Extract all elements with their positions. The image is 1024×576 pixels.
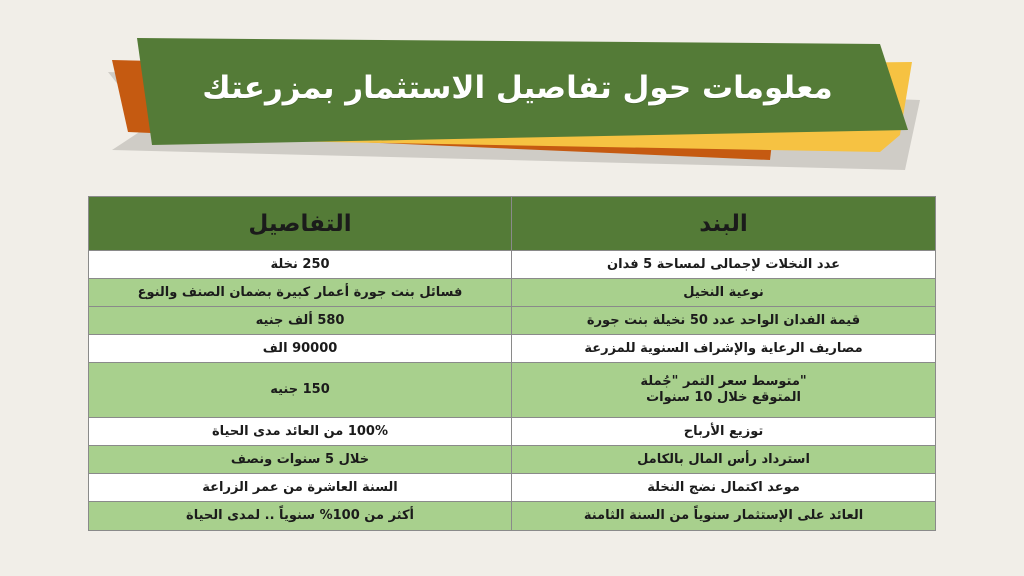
row-details: 580 ألف جنيه xyxy=(89,307,512,334)
row-details: خلال 5 سنوات ونصف xyxy=(89,446,512,473)
row-item: عدد النخلات لإجمالى لمساحة 5 فدان xyxy=(607,256,840,272)
table-row xyxy=(89,306,935,334)
row-details: 250 نخلة xyxy=(89,251,512,278)
row-item: العائد على الإستثمار سنوياً من السنة الثامنة xyxy=(583,508,864,523)
page-title: معلومات حول تفاصيل الاستثمار بمزرعتك xyxy=(202,69,833,106)
row-details: فسائل بنت جورة أعمار كبيرة بضمان الصنف والنوع xyxy=(89,279,512,306)
header-details: التفاصيل xyxy=(89,197,512,250)
table-row xyxy=(89,278,935,306)
row-item: موعد اكتمال نضج النخلة xyxy=(647,479,800,495)
row-details: 100% من العائد مدى الحياة xyxy=(89,418,512,445)
table-row xyxy=(89,362,935,417)
table-row xyxy=(89,501,935,530)
row-details: السنة العاشرة من عمر الزراعة xyxy=(89,474,512,501)
row-item: "متوسط سعر التمر "جُملة المتوقع خلال 10 سنوات xyxy=(640,374,807,405)
title-banner xyxy=(0,0,1024,190)
investment-details-table xyxy=(88,196,936,531)
row-item: استرداد رأس المال بالكامل xyxy=(637,451,810,467)
row-details: 90000 الف xyxy=(89,335,512,362)
table-row xyxy=(89,445,935,473)
table-header-row xyxy=(89,197,935,250)
row-details: 150 جنيه xyxy=(89,363,512,417)
row-item: مصاريف الرعاية والإشراف السنوية للمزرعة xyxy=(584,340,863,356)
table-row xyxy=(89,250,935,278)
table-row xyxy=(89,334,935,362)
row-item: توزيع الأرباح xyxy=(683,423,764,439)
row-item: نوعية النخيل xyxy=(683,284,764,300)
row-details: أكثر من 100% سنوياً .. لمدى الحياة xyxy=(89,502,512,530)
table-row xyxy=(89,417,935,445)
row-item: قيمة الفدان الواحد عدد 50 نخيلة بنت جورة xyxy=(586,312,861,328)
header-item: البند xyxy=(699,210,748,237)
table-row xyxy=(89,473,935,501)
